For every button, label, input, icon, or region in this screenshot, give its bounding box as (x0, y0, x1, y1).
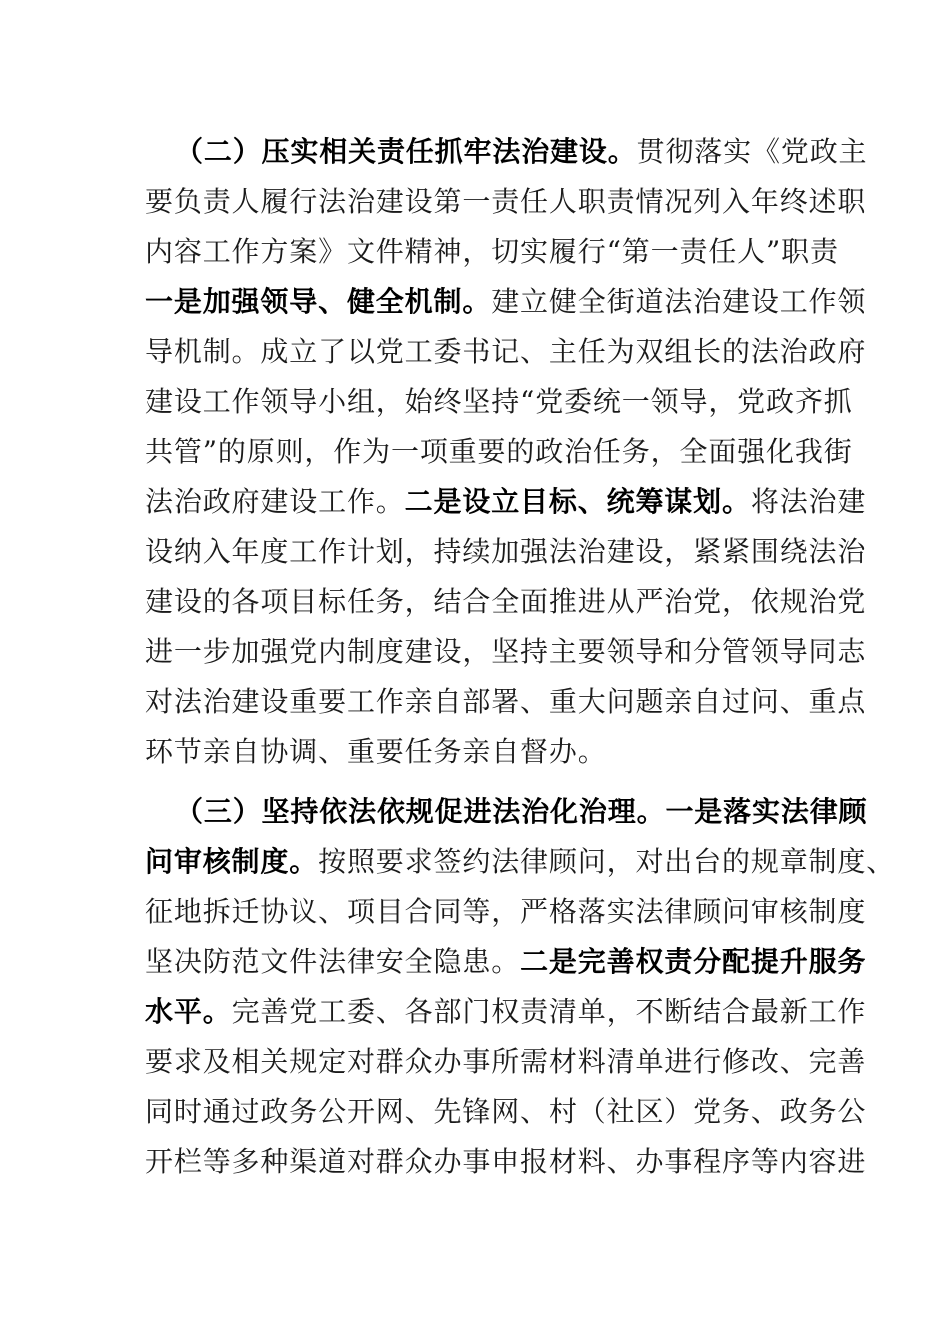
text-run: 导机制。成立了以党工委书记、主任为双组长的法治政府 (145, 335, 867, 368)
text-run: 设纳入年度工作计划，持续加强法治建设，紧紧围绕法治 (145, 535, 867, 568)
text-run: 对法治建设重要工作亲自部署、重大问题亲自过问、重点 (145, 685, 867, 718)
bold-point-1: 问审核制度。 (145, 845, 319, 878)
text-run: 完善党工委、各部门权责清单，不断结合最新工作 (231, 995, 867, 1028)
text-run: 按照要求签约法律顾问，对出台的规章制度、 (318, 845, 896, 878)
text-run: 进一步加强党内制度建设，坚持主要领导和分管领导同志 (145, 635, 867, 668)
text-line (175, 794, 867, 830)
text-run: 贯彻落实《党政主 (636, 135, 868, 168)
text-line (145, 994, 866, 1030)
text-line (145, 734, 607, 770)
text-line (145, 634, 866, 670)
text-run: 要负责人履行法治建设第一责任人职责情况列入年终述职 (145, 185, 867, 218)
text-line (145, 334, 866, 370)
text-run: 环节亲自协调、重要任务亲自督办。 (145, 735, 607, 768)
text-line (145, 1144, 866, 1180)
text-line (145, 234, 839, 270)
text-run: 共管”的原则，作为一项重要的政治任务，全面强化我街 (145, 435, 853, 468)
text-run: 建设的各项目标任务，结合全面推进从严治党，依规治党 (145, 585, 867, 618)
text-line (145, 894, 866, 930)
text-line (145, 184, 866, 220)
text-line (145, 844, 895, 880)
heading-3: （三）坚持依法依规促进法治化治理。一是落实法律顾 (175, 795, 868, 828)
text-run: 内容工作方案》文件精神，切实履行“第一责任人”职责 (145, 235, 839, 268)
text-run: 法治政府建设工作。 (145, 485, 405, 518)
text-line (145, 684, 866, 720)
heading-2: （二）压实相关责任抓牢法治建设。 (175, 135, 637, 168)
text-run: 开栏等多种渠道对群众办事申报材料、办事程序等内容进 (145, 1145, 867, 1178)
text-line (145, 434, 853, 470)
text-run: 建设工作领导小组，始终坚持“党委统一领导，党政齐抓 (145, 385, 853, 418)
text-run: 建立健全街道法治建设工作领 (491, 285, 867, 318)
text-line (145, 284, 866, 320)
bold-point-2: 二是完善权责分配提升服务 (520, 945, 867, 978)
text-line (175, 134, 867, 170)
bold-point-2-end: 水平。 (145, 995, 232, 1028)
bold-point-1: 一是加强领导、健全机制。 (145, 285, 492, 318)
text-run: 坚决防范文件法律安全隐患。 (145, 945, 521, 978)
text-line (145, 1044, 866, 1080)
text-run: 要求及相关规定对群众办事所需材料清单进行修改、完善 (145, 1045, 867, 1078)
text-run: 将法治建 (750, 485, 867, 518)
text-run: 同时通过政务公开网、先锋网、村（社区）党务、政务公 (145, 1095, 867, 1128)
text-line (145, 944, 866, 980)
text-line (145, 384, 853, 420)
text-line (145, 1094, 866, 1130)
text-line (145, 484, 866, 520)
bold-point-2: 二是设立目标、统筹谋划。 (404, 485, 751, 518)
text-line (145, 584, 866, 620)
text-line (145, 534, 866, 570)
text-run: 征地拆迁协议、项目合同等，严格落实法律顾问审核制度 (145, 895, 867, 928)
